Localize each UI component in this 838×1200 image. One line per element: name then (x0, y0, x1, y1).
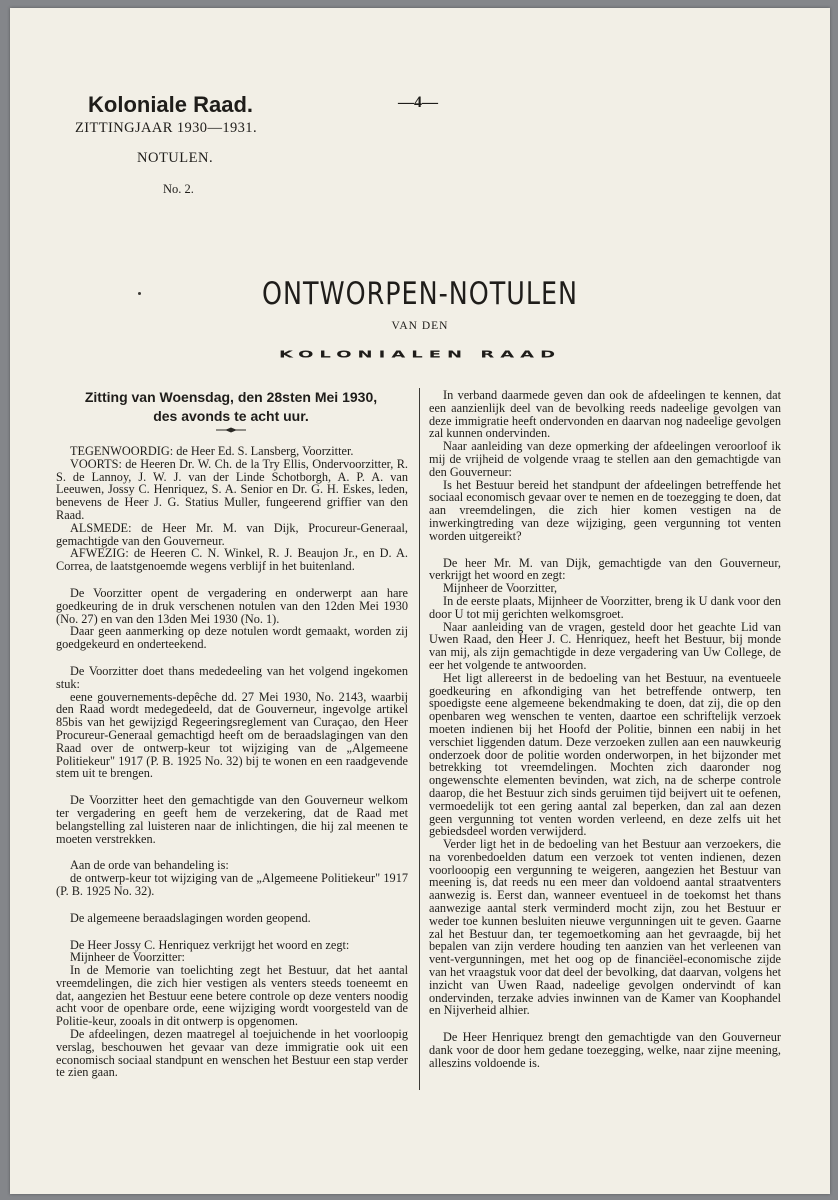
session-year: ZITTINGJAAR 1930—1931. (75, 120, 257, 136)
paragraph: In verband daarmede geven dan ook de afdeelingen te kennen, dat een aanzienlijk deel van de bevolking reeds nadeelige gevolgen van deze immigratie heeft ondervonden en daarvan nog nadeelige gevolgen zal kunnen ondervinden. (429, 388, 781, 441)
attendance-absent: AFWEZIG: de Heeren C. N. Winkel, R. J. Beaujon Jr., en D. A. Correa, de laatstgenoemde wegens verblijf in het buitenland. (56, 546, 408, 574)
council-banner: KOLONIALEN RAAD (278, 348, 562, 361)
paragraph: de ontwerp-keur tot wijziging van de „Algemeene Politiekeur" 1917 (P. B. 1925 No. 32). (56, 871, 408, 898)
paragraph: Naar aanleiding van deze opmerking der afdeelingen veroorloof ik mij de vrijheid de volgende vraag te stellen aan den gemachtigde van den Gouverneur: (429, 439, 781, 479)
paragraph: Aan de orde van behandeling is: (70, 858, 229, 873)
attendance-present: TEGENWOORDIG: de Heer Ed. S. Lansberg, Voorzitter. (70, 444, 354, 458)
paragraph: De Voorzitter heet den gemachtigde van den Gouverneur welkom ter vergadering en geeft hem de verzekering, dat de Raad met belangstelling zal luisteren naar de inlichtingen, die hij zal meenen te moeten verstrekken. (56, 793, 408, 846)
paragraph: De Voorzitter opent de vergadering en onderwerpt aan hare goedkeuring de in druk verschenen notulen van den 12den Mei 1930 (No. 27) en van den 13den Mei 1930 (No. 1). (56, 585, 408, 626)
left-column (56, 445, 408, 1079)
paragraph: In de Memorie van toelichting zegt het Bestuur, dat het aantal vreemdelingen, die zich hier vestigen als venters steeds toeneemt en dat, aangezien het Bestuur eene betere controle op deze venters noodig acht voor de openbare orde, eene wijziging wordt voorgesteld van de Politie-keur, zooals in dit ontwerp is opgenomen. (56, 963, 408, 1029)
column-divider (419, 388, 420, 1090)
masthead-subtitle: VAN DEN (391, 320, 449, 332)
right-column (429, 389, 781, 1070)
paragraph: Daar geen aanmerking op deze notulen wordt gemaakt, worden zij goedgekeurd en onderteekend. (56, 624, 408, 652)
paragraph: Mijnheer de Voorzitter, (443, 581, 558, 596)
ornament-icon (216, 427, 246, 433)
paragraph: Verder ligt het in de bedoeling van het Bestuur aan verzoekers, die na vorenbedoelden datum een verzoek tot venten indienen, dezen voorlooopig een vergunning te weigeren, aangezien het Bestuur van meening is, dat reeds nu een meer dan voldoend aantal straatventers aanwezig is. Eerst dan, wanneer eventueel in de toekomst het thans aanwezige aantal sterk verminderd mocht zijn, zou het Bestuur er weder toe kunnen besluiten nieuwe vergunningen uit te geven. Gaarne zal het Bestuur dan, ter tegemoetkoming aan het gevraagde, bij het bepalen van zijn verdere houding ten aanzien van het verleenen van vent-vergunningen, met het oog op de financiëel-economische zijde van het vraagstuk voor dat deel der bevolking, dat daarvan, volgens het inzicht van Uwen Raad, nadeelige gevolgen ondervindt of kan ondervinden, terzake advies inwinnen van de Kamer van Koophandel en Nijverheid alhier. (429, 837, 781, 1018)
council-title: Koloniale Raad. (88, 92, 254, 117)
document-page (10, 8, 830, 1194)
paragraph: In de eerste plaats, Mijnheer de Voorzitter, breng ik U dank voor den door U tot mij gerichten welkomsgroet. (429, 593, 781, 621)
issue-number: No. 2. (163, 182, 194, 196)
paragraph: De Heer Jossy C. Henriquez verkrijgt het woord en zegt: (70, 937, 350, 952)
paragraph: Het ligt allereerst in de bedoeling van het Bestuur, na eventueele goedkeuring en afkondiging van het betreffende ontwerp, ten spoedigste eene algemeene bekendmaking te doen, dat zij, die op den openbaren weg wenschen te venten, daartoe een schriftelijk verzoek moeten indienen bij het Hoofd der Politie, binnen een nabij in het verschiet liggenden datum. Deze verzoeken zullen aan een nauwkeurig onderzoek door de politie worden onderworpen, in het bijzonder met betrekking tot vreemdelingen. Mochten zich daaronder nog ongewenschte elementen bevinden, wat zich, na de scherpe controle daarop, die het Bestuur zich sinds geruimen tijd beijvert uit te oefenen, vermoedelijk tot een gering aantal zal beperken, dan zal aan dezen geen vergunning tot venten worden verleend, en deze zelfs uit het gebiedsdeel worden verwijderd. (429, 670, 781, 839)
paragraph: De heer Mr. M. van Dijk, gemachtigde van den Gouverneur, verkrijgt het woord en zegt: (429, 555, 781, 583)
paragraph: Mijnheer de Voorzitter: (70, 950, 185, 965)
attendance-guest: ALSMEDE: de Heer Mr. M. van Dijk, Procureur-Generaal, gemachtigde van den Gouverneur. (56, 520, 408, 548)
section-label: NOTULEN. (137, 150, 214, 166)
sitting-heading: Zitting van Woensdag, den 28sten Mei 1930, (84, 389, 378, 405)
paragraph: Is het Bestuur bereid het standpunt der afdeelingen betreffende het sociaal economisch gevaar over te nemen en de toezegging te doen, dat aan vreemdelingen, die zich hier komen vestigen na de inwerkingtreding van deze wijziging, geen vergunning tot venten worden uitgereikt? (429, 477, 781, 543)
paragraph: De algemeene beraadslagingen worden geopend. (70, 910, 311, 925)
attendance-also: VOORTS: de Heeren Dr. W. Ch. de la Try Ellis, Ondervoorzitter, R. S. de Lannoy, J. W. J. van der Linde Schotborgh, A. P. A. van Leeuwen, Jossy C. Henriquez, S. A. Senior en Dr. G. H. Eskes, leden, benevens de Heer J. G. Statius Muller, fungeerend griffier van den Raad. (56, 456, 408, 522)
paragraph: Naar aanleiding van de vragen, gesteld door het geachte Lid van Uwen Raad, den Heer J. C. Henriquez, heeft het Bestuur, bij monde van mij, als zijn gemachtigde in deze vergadering van Uw College, de eer het volgende te antwoorden. (429, 619, 781, 672)
sitting-time: des avonds te acht uur. (153, 408, 309, 424)
paragraph: eene gouvernements-depêche dd. 27 Mei 1930, No. 2143, waarbij den Raad wordt medegedeeld, dat de Gouverneur, ingevolge artikel 85bis van het gewijzigd Regeeringsreglement van Curaçao, den Heer Procureur-Generaal gemachtigd heeft om de beraadslagingen van den Raad over de ontwerp-keur tot wijziging van de „Algemeene Politiekeur" 1917 (P. B. 1925 No. 32) bij te wonen en een raadgevende stem uit te brengen. (56, 689, 408, 781)
paragraph: De Voorzitter doet thans mededeeling van het volgend ingekomen stuk: (56, 663, 408, 691)
main-title: ONTWORPEN-NOTULEN (261, 276, 579, 312)
paragraph: De Heer Henriquez brengt den gemachtigde van den Gouverneur dank voor de door hem gedane toezegging, welke, naar zijne meening, alleszins voldoende is. (429, 1030, 781, 1070)
page-number: —4— (398, 94, 438, 111)
paragraph: De afdeelingen, dezen maatregel al toejuichende in het voorloopig verslag, beschouwen het gevaar van deze immigratie ook uit een economisch sociaal standpunt en wenschen het Bestuur een stap verder te zien gaan. (56, 1027, 408, 1080)
